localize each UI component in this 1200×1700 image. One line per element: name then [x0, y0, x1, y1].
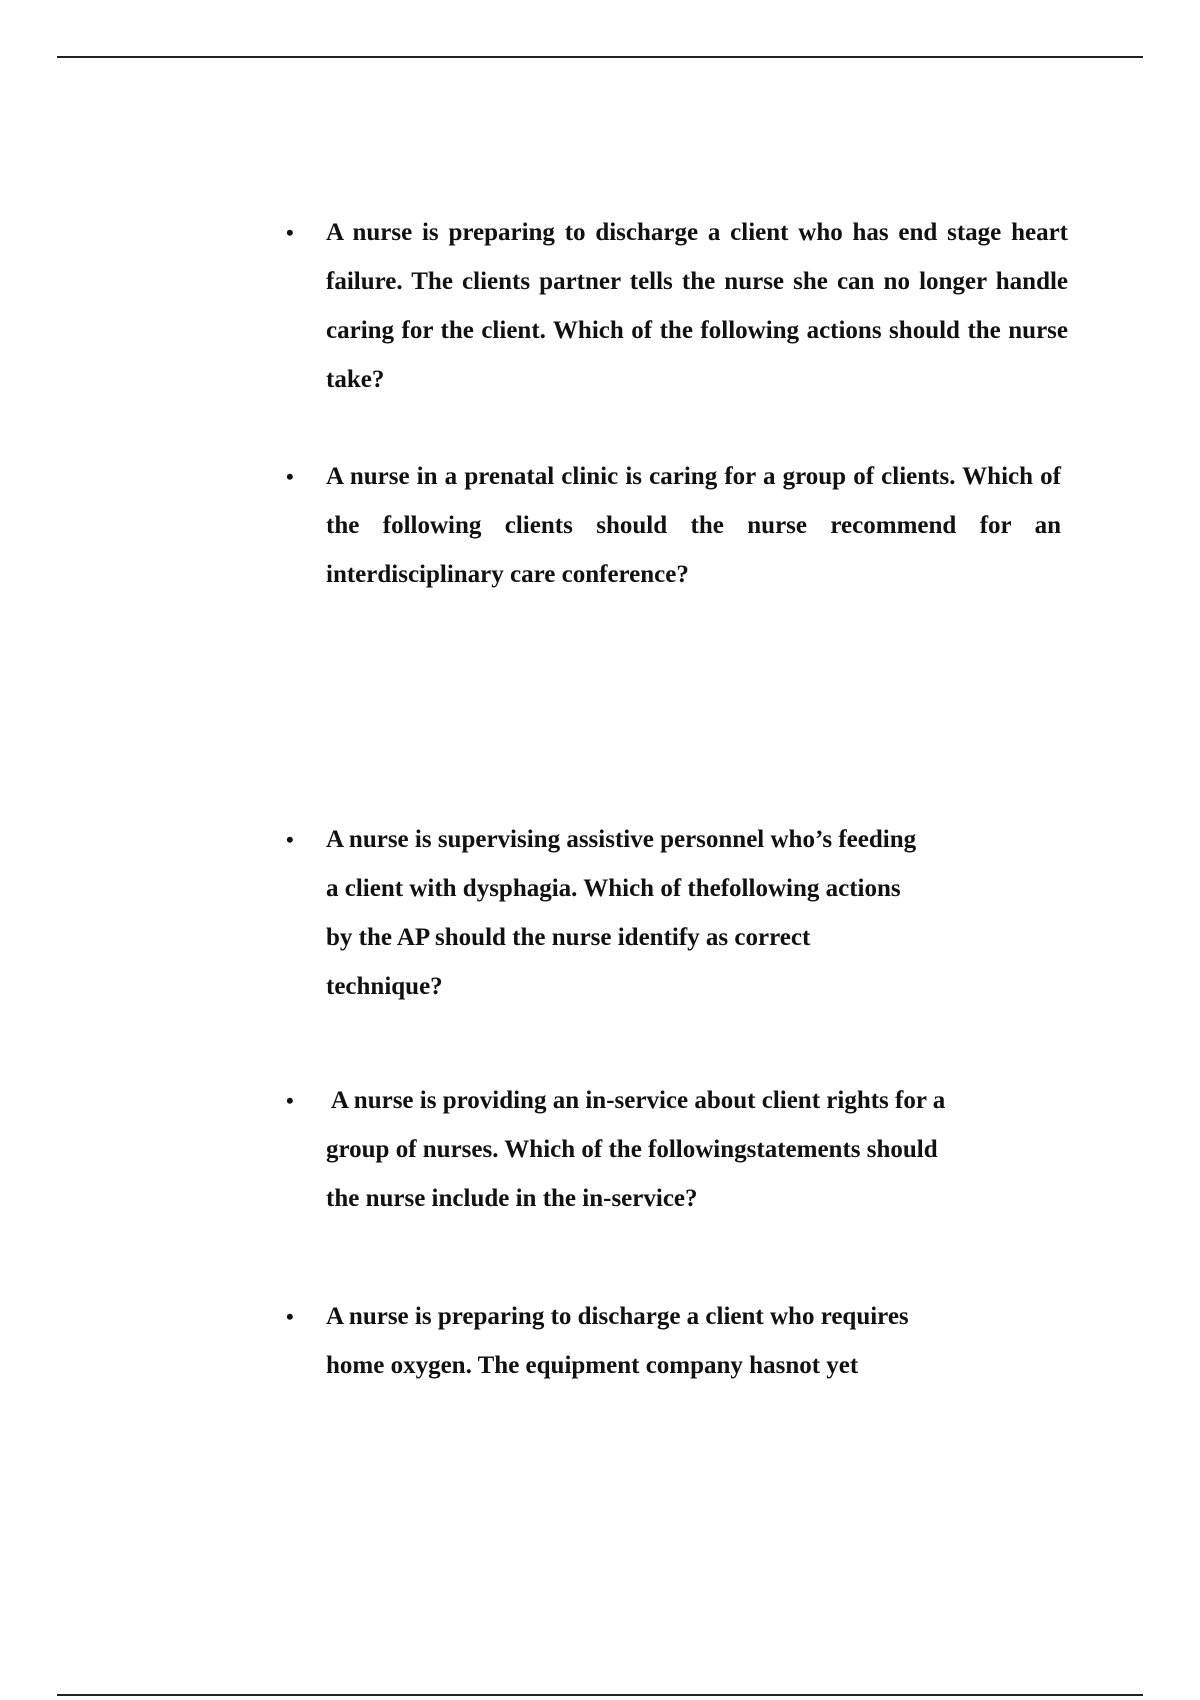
question-line: A nurse is supervising assistive personnel who’s feeding — [326, 826, 917, 853]
question-item-2 — [286, 452, 1061, 599]
bullet-icon: • — [286, 220, 294, 245]
question-line: A nurse is preparing to discharge a client who requires — [326, 1303, 909, 1330]
question-text-1 — [326, 208, 1068, 404]
question-line: a client with dysphagia. Which of thefollowing actions — [326, 875, 901, 902]
question-text-2 — [326, 452, 1061, 599]
question-line: A nurse in a prenatal clinic is caring for a group of clients. — [326, 463, 956, 490]
question-line: technique? — [326, 973, 443, 1000]
bullet-icon: • — [286, 464, 294, 489]
question-text-5 — [326, 1292, 986, 1390]
question-line: longer handle caring for the client. Which of the following — [326, 268, 1069, 344]
bullet-icon: • — [286, 827, 294, 852]
question-item-4 — [286, 1076, 1026, 1223]
bottom-rule — [57, 1694, 1143, 1696]
question-item-3 — [286, 815, 986, 1011]
question-text-3 — [326, 815, 986, 1011]
question-line: group of nurses. Which of the followingstatements should — [326, 1136, 938, 1163]
bullet-icon: • — [286, 1304, 294, 1329]
question-line: by the AP should the nurse identify as correct — [326, 924, 811, 951]
question-line: the nurse include in the in-service? — [326, 1185, 698, 1212]
question-line: Which of the following clients should the nurse recommend — [326, 463, 1061, 539]
question-text-4 — [326, 1076, 1026, 1223]
question-line: A nurse is providing an in-service about client rights for a — [326, 1087, 946, 1114]
question-item-1 — [286, 208, 1068, 404]
question-line: heart failure. The clients partner tells the nurse she can no — [326, 219, 1068, 295]
question-line: home oxygen. The equipment company hasnot yet — [326, 1352, 859, 1379]
bullet-icon: • — [286, 1088, 294, 1113]
question-line: for an interdisciplinary care conference? — [326, 512, 1062, 588]
question-item-5 — [286, 1292, 986, 1390]
question-line: actions should the nurse take? — [326, 317, 1068, 393]
question-line: A nurse is preparing to discharge a client who has end stage — [326, 219, 1002, 246]
